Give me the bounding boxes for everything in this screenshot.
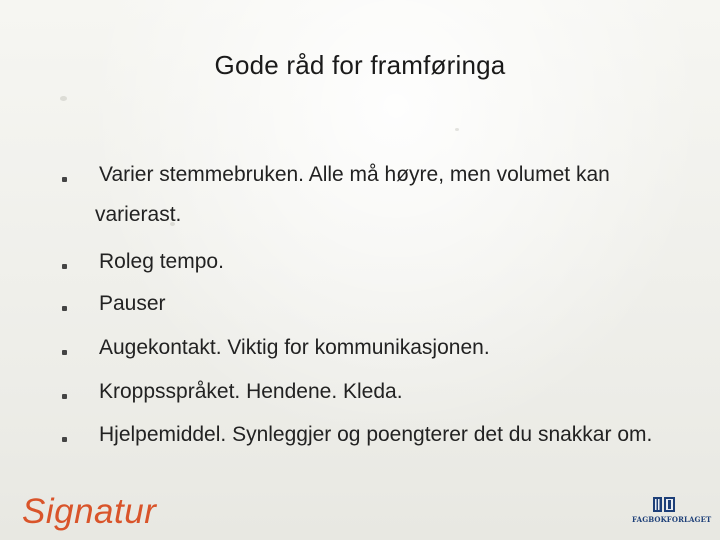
bullet-marker	[62, 394, 67, 399]
background-speck	[60, 96, 67, 101]
signatur-logo: Signatur	[22, 492, 157, 531]
book-icon	[652, 496, 676, 514]
bullet-text: Roleg tempo.	[99, 250, 224, 273]
bullet-text: Pauser	[99, 292, 166, 315]
bullet-marker	[62, 306, 67, 311]
background-speck	[455, 128, 459, 131]
publisher-logo	[632, 496, 712, 530]
bullet-marker	[62, 177, 67, 182]
bullet-text-continuation: varierast.	[95, 203, 182, 226]
bullet-marker	[62, 264, 67, 269]
bullet-text: Hjelpemiddel. Synleggjer og poengterer det du snakkar om.	[99, 423, 653, 446]
bullet-text: Varier stemmebruken. Alle må høyre, men volumet kan	[99, 163, 610, 186]
slide-title: Gode råd for framføringa	[214, 50, 506, 80]
bullet-text: Kroppsspråket. Hendene. Kleda.	[99, 380, 403, 403]
bullet-marker	[62, 437, 67, 442]
bullet-marker	[62, 350, 67, 355]
bullet-text: Augekontakt. Viktig for kommunikasjonen.	[99, 336, 490, 359]
publisher-name: FAGBOKFORLAGET	[632, 515, 712, 524]
